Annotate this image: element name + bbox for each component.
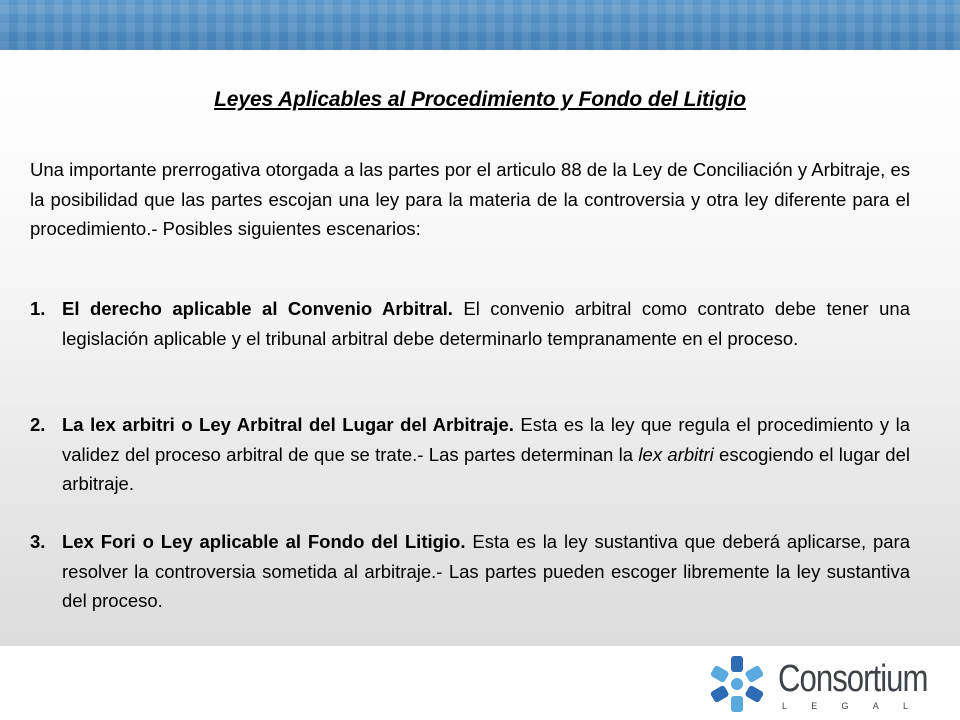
slide-title: Leyes Aplicables al Procedimiento y Fondo del Litigio — [214, 88, 746, 111]
item-number: 1. — [30, 298, 46, 319]
item-body — [62, 410, 910, 499]
item-heading: Lex Fori o Ley aplicable al Fondo del Litigio. — [62, 531, 466, 552]
list-item-1 — [30, 294, 910, 353]
list-item-2 — [30, 410, 910, 499]
logo-letter: A — [872, 701, 879, 711]
item-text-end: escogiendo el lugar del arbitraje. — [62, 443, 910, 494]
item-number: 2. — [30, 414, 46, 435]
header-band — [0, 0, 960, 50]
consortium-logo-icon — [700, 652, 774, 712]
item-body — [62, 527, 910, 616]
item-heading: La lex arbitri o Ley Arbitral del Lugar del Arbitraje. — [62, 414, 514, 435]
item-heading: El derecho aplicable al Convenio Arbitral. — [62, 298, 453, 319]
item-text: Esta es la ley que regula el procedimiento y la validez del proceso arbitral de que se trate.- Las partes determinan la — [62, 414, 910, 465]
intro-paragraph: Una importante prerrogativa otorgada a las partes por el articulo 88 de la Ley de Conciliación y Arbitraje, es la posibilidad que las partes escojan una ley para la materia de la controversia y otra ley diferente para el procedimiento.- Posibles siguientes escenarios: — [30, 159, 910, 239]
logo-wordmark: Consortium — [778, 658, 928, 700]
item-body — [62, 294, 910, 353]
consortium-logo — [700, 652, 928, 712]
item-text: Esta es la ley sustantiva que deberá aplicarse, para resolver la controversia sometida al arbitraje.- Las partes pueden escoger libremente la ley sustantiva del proceso. — [62, 531, 910, 611]
item-text-italic: lex arbitri — [638, 443, 714, 465]
item-text: El convenio arbitral como contrato debe tener una legislación aplicable y el tribunal arbitral debe determinarlo tempranamente en el proceso. — [62, 298, 910, 349]
logo-letter: E — [811, 701, 818, 711]
item-number: 3. — [30, 531, 46, 552]
logo-letter: L — [782, 701, 788, 711]
logo-subtitle — [782, 701, 908, 711]
logo-letter: G — [841, 701, 849, 711]
list-item-3 — [30, 527, 910, 616]
logo-letter: L — [902, 701, 908, 711]
